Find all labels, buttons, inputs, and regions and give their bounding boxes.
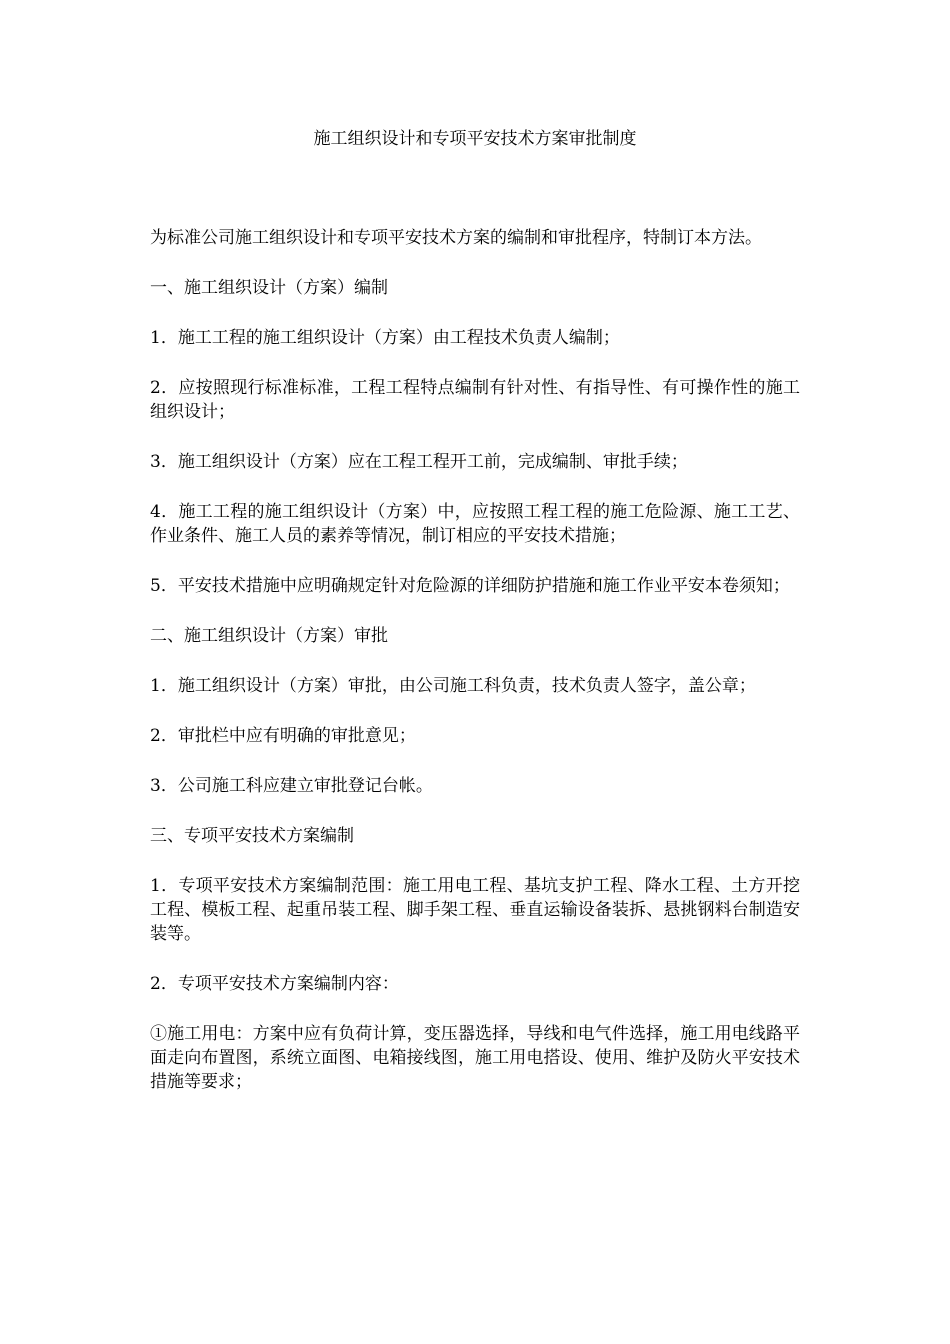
list-item: 1．施工组织设计（方案）审批，由公司施工科负责，技术负责人签字，盖公章；	[150, 676, 756, 696]
document-body	[150, 226, 800, 1120]
intro-paragraph: 为标准公司施工组织设计和专项平安技术方案的编制和审批程序，特制订本方法。	[150, 228, 762, 248]
list-item: 3．施工组织设计（方案）应在工程工程开工前，完成编制、审批手续；	[150, 452, 688, 472]
list-item: 1．专项平安技术方案编制范围：施工用电工程、基坑支护工程、降水工程、土方开挖工程、模板工程、起重吊装工程、脚手架工程、垂直运输设备装拆、悬挑钢料台制造安装等。	[150, 876, 800, 944]
section-heading-1: 一、施工组织设计（方案）编制	[150, 278, 388, 298]
list-item: 2．审批栏中应有明确的审批意见；	[150, 726, 416, 746]
section-heading-2: 二、施工组织设计（方案）审批	[150, 626, 388, 646]
list-item: 3．公司施工科应建立审批登记台帐。	[150, 776, 433, 796]
list-item: 1．施工工程的施工组织设计（方案）由工程技术负责人编制；	[150, 328, 620, 348]
list-item: 2．应按照现行标准标准，工程工程特点编制有针对性、有指导性、有可操作性的施工组织设计；	[150, 378, 800, 422]
list-item: 4．施工工程的施工组织设计（方案）中，应按照工程工程的施工危险源、施工工艺、作业条件、施工人员的素养等情况，制订相应的平安技术措施；	[150, 502, 800, 546]
sub-list-item: ①施工用电：方案中应有负荷计算，变压器选择，导线和电气件选择，施工用电线路平面走向布置图，系统立面图、电箱接线图，施工用电搭设、使用、维护及防火平安技术措施等要求；	[150, 1024, 800, 1092]
list-item: 2．专项平安技术方案编制内容：	[150, 974, 399, 994]
section-heading-3: 三、专项平安技术方案编制	[150, 826, 354, 846]
document-title: 施工组织设计和专项平安技术方案审批制度	[313, 129, 637, 149]
list-item: 5．平安技术措施中应明确规定针对危险源的详细防护措施和施工作业平安本卷须知；	[150, 576, 790, 596]
